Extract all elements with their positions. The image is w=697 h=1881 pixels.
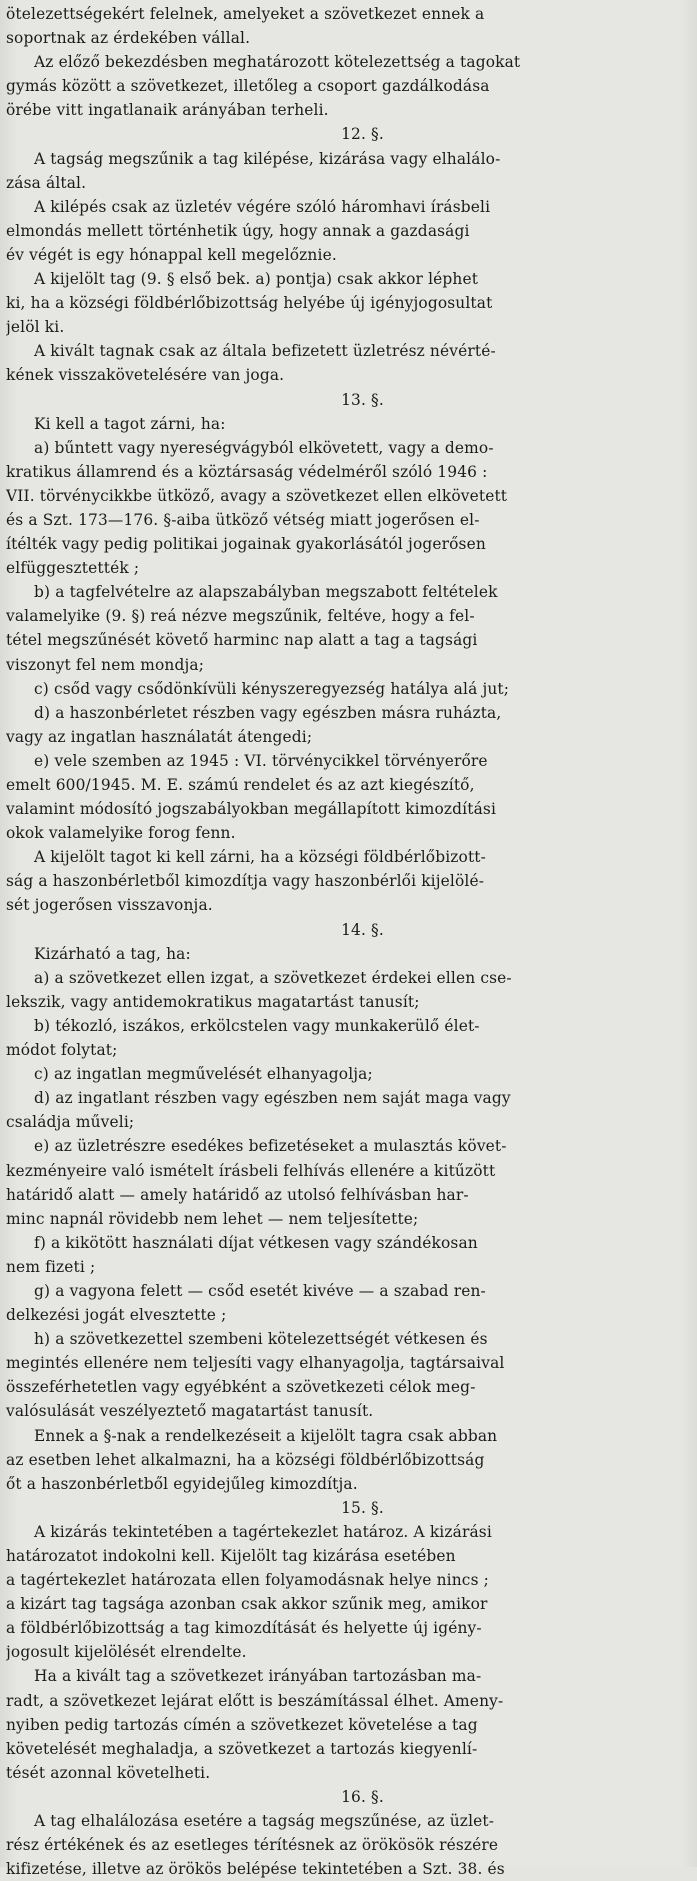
text-line: okok valamelyike forog fenn. bbox=[6, 824, 236, 843]
text-line: kratikus államrend és a köztársaság védelméről szóló 1946 : bbox=[6, 462, 488, 481]
text-line: elmondás mellett történhetik úgy, hogy annak a gazdasági bbox=[6, 221, 470, 240]
text-line: az esetben lehet alkalmazni, ha a községi földbérlőbizottság bbox=[6, 1450, 485, 1469]
text-line: vagy az ingatlan használatát átengedi; bbox=[6, 727, 313, 746]
text-line: radt, a szövetkezet lejárat előtt is beszámítással élhet. Ameny- bbox=[6, 1691, 504, 1710]
text-line: tését azonnal követelheti. bbox=[6, 1763, 211, 1782]
text-line: d) az ingatlant részben vagy egészben nem saját maga vagy bbox=[34, 1089, 511, 1108]
text-line: b) a tagfelvételre az alapszabályban megszabott feltételek bbox=[34, 583, 498, 602]
text-line: valamelyike (9. §) reá nézve megszűnik, feltéve, hogy a fel- bbox=[6, 607, 475, 626]
text-line: viszonyt fel nem mondja; bbox=[6, 655, 205, 674]
text-column bbox=[6, 2, 689, 1881]
text-line: kifizetése, illetve az örökös belépése tekintetében a Szt. 38. és bbox=[6, 1860, 505, 1879]
paragraph bbox=[6, 1014, 689, 1062]
text-line: ítélték vagy pedig politikai jogainak gyakorlásától jogerősen bbox=[6, 535, 486, 554]
text-line: lekszik, vagy antidemokratikus magatartást tanusít; bbox=[6, 992, 420, 1011]
text-line: soportnak az érdekében vállal. bbox=[6, 29, 251, 48]
text-line: b) tékozló, iszákos, erkölcstelen vagy munkakerülő élet- bbox=[34, 1016, 480, 1035]
text-line: valamint módosító jogszabályokban megállapított kimozdítási bbox=[6, 800, 497, 819]
paragraph bbox=[6, 677, 689, 701]
text-line: a földbérlőbizottság a tag kimozdítását és helyette új igény- bbox=[6, 1619, 482, 1638]
text-line: őt a haszonbérletből egyidejűleg kimozdítja. bbox=[6, 1474, 358, 1493]
text-line: A kijelölt tag (9. § első bek. a) pontja) csak akkor léphet bbox=[34, 270, 479, 289]
text-line: minc napnál rövidebb nem lehet — nem teljesítette; bbox=[6, 1209, 419, 1228]
section-heading: 12. §. bbox=[341, 125, 384, 144]
section-heading: 13. §. bbox=[341, 390, 384, 409]
paragraph bbox=[6, 749, 689, 845]
paragraph bbox=[6, 195, 689, 267]
text-line: g) a vagyona felett — csőd esetét kivéve — a szabad ren- bbox=[34, 1281, 486, 1300]
text-line: kezményeire való ismételt írásbeli felhívás ellenére a kitűzött bbox=[6, 1161, 496, 1180]
section-heading: 16. §. bbox=[341, 1787, 384, 1806]
paragraph bbox=[6, 1086, 689, 1134]
paragraph bbox=[6, 1327, 689, 1423]
text-line: A kizárás tekintetében a tagértekezlet határoz. A kizárási bbox=[34, 1522, 492, 1541]
paragraph bbox=[6, 1231, 689, 1279]
paragraph bbox=[6, 845, 689, 917]
text-line: gymás között a szövetkezet, illetőleg a csoport gazdálkodása bbox=[6, 77, 490, 96]
paragraph bbox=[6, 147, 689, 195]
text-line: A kilépés csak az üzletév végére szóló háromhavi írásbeli bbox=[34, 197, 491, 216]
text-line: emelt 600/1945. M. E. számú rendelet és az azt kiegészítő, bbox=[6, 776, 475, 794]
text-line: c) az ingatlan megművelését elhanyagolja; bbox=[34, 1065, 373, 1084]
text-line: sét jogerősen visszavonja. bbox=[6, 896, 213, 915]
text-line: elfüggesztették ; bbox=[6, 559, 140, 578]
text-line: a kizárt tag tagsága azonban csak akkor szűnik meg, amikor bbox=[6, 1595, 488, 1614]
paragraph bbox=[6, 1520, 689, 1665]
text-line: Kizárható a tag, ha: bbox=[34, 944, 191, 963]
text-line: delkezési jogát elvesztette ; bbox=[6, 1306, 227, 1325]
text-line: VII. törvénycikkbe ütköző, avagy a szövetkezet ellen elkövetett bbox=[6, 486, 508, 505]
paragraph bbox=[6, 580, 689, 676]
text-line: A tag elhalálozása esetére a tagság megszűnése, az üzlet- bbox=[34, 1812, 495, 1831]
text-line: A tagság megszűnik a tag kilépése, kizárása vagy elhalálo- bbox=[34, 149, 501, 168]
text-line: örébe vitt ingatlanaik arányában terheli. bbox=[6, 101, 329, 120]
text-line: a tagértekezlet határozata ellen folyamodásnak helye nincs ; bbox=[6, 1571, 489, 1590]
text-line: e) vele szemben az 1945 : VI. törvénycikkel törvényerőre bbox=[34, 751, 488, 770]
text-line: Ha a kivált tag a szövetkezet irányában tartozásban ma- bbox=[34, 1667, 482, 1686]
text-line: jogosult kijelölését elrendelte. bbox=[6, 1643, 247, 1662]
text-line: és a Szt. 173—176. §-aiba ütköző vétség miatt jogerősen el- bbox=[6, 510, 480, 529]
text-line: d) a haszonbérletet részben vagy egészben másra ruházta, bbox=[34, 703, 502, 722]
text-line: c) csőd vagy csődönkívüli kényszeregyezség hatálya alá jut; bbox=[34, 679, 510, 698]
text-line: családja műveli; bbox=[6, 1113, 135, 1132]
paragraph bbox=[6, 1664, 689, 1784]
text-line: követelését meghaladja, a szövetkezet a tartozás kiegyenlí- bbox=[6, 1739, 478, 1758]
text-line: A kivált tagnak csak az általa befizetett üzletrész névérté- bbox=[34, 342, 496, 361]
paragraph bbox=[6, 942, 689, 966]
section-heading: 15. §. bbox=[341, 1498, 384, 1517]
text-line: nyiben pedig tartozás címén a szövetkezet követelése a tag bbox=[6, 1715, 478, 1734]
paragraph bbox=[6, 436, 689, 581]
text-line: Az előző bekezdésben meghatározott kötelezettség a tagokat bbox=[34, 53, 521, 72]
text-line: zása által. bbox=[6, 173, 87, 192]
text-line: rész értékének és az esetleges térítésnek az örökösök részére bbox=[6, 1836, 499, 1855]
paragraph bbox=[6, 412, 689, 436]
paragraph bbox=[6, 50, 689, 122]
text-line: a) bűntett vagy nyereségvágyból elkövetett, vagy a demo- bbox=[34, 438, 494, 457]
paragraph bbox=[6, 1809, 689, 1881]
text-line: ötelezettségekért felelnek, amelyeket a szövetkezet ennek a bbox=[6, 5, 485, 23]
paragraph bbox=[6, 1134, 689, 1230]
text-line: valósulását veszélyeztető magatartást tanusít. bbox=[6, 1402, 374, 1421]
text-line: e) az üzletrészre esedékes befizetéseket a mulasztás követ- bbox=[34, 1137, 507, 1156]
paragraph bbox=[6, 701, 689, 749]
paragraph bbox=[6, 1062, 689, 1086]
paragraph bbox=[6, 339, 689, 387]
section-heading: 14. §. bbox=[341, 920, 384, 939]
text-line: nem fizeti ; bbox=[6, 1257, 96, 1276]
paragraph bbox=[6, 2, 689, 50]
text-line: határozatot indokolni kell. Kijelölt tag kizárása esetében bbox=[6, 1547, 456, 1565]
text-line: A kijelölt tagot ki kell zárni, ha a községi földbérlőbizott- bbox=[34, 848, 486, 867]
paragraph bbox=[6, 966, 689, 1014]
text-line: kének visszakövetelésére van joga. bbox=[6, 366, 285, 385]
text-line: tétel megszűnését követő harminc nap alatt a tag a tagsági bbox=[6, 631, 478, 650]
text-line: ki, ha a községi földbérlőbizottság helyébe új igényjogosultat bbox=[6, 294, 493, 313]
paragraph bbox=[6, 1279, 689, 1327]
text-line: összeférhetetlen vagy egyébként a szövetkezeti célok meg- bbox=[6, 1378, 476, 1397]
text-line: h) a szövetkezettel szembeni kötelezettségét vétkesen és bbox=[34, 1330, 488, 1349]
text-line: módot folytat; bbox=[6, 1041, 118, 1060]
text-line: jelöl ki. bbox=[6, 318, 65, 337]
paragraph bbox=[6, 1424, 689, 1496]
text-line: Ki kell a tagot zárni, ha: bbox=[34, 414, 226, 433]
text-line: ság a haszonbérletből kimozdítja vagy haszonbérlői kijelölé- bbox=[6, 872, 485, 891]
text-line: Ennek a §-nak a rendelkezéseit a kijelölt tagra csak abban bbox=[34, 1426, 498, 1445]
text-line: év végét is egy hónappal kell megelőznie. bbox=[6, 245, 337, 264]
text-line: megintés ellenére nem teljesíti vagy elhanyagolja, tagtársaival bbox=[6, 1354, 505, 1373]
text-line: a) a szövetkezet ellen izgat, a szövetkezet érdekei ellen cse- bbox=[34, 968, 512, 987]
text-line: határidő alatt — amely határidő az utolsó felhívásban har- bbox=[6, 1185, 469, 1204]
paragraph bbox=[6, 267, 689, 339]
text-line: f) a kikötött használati díjat vétkesen vagy szándékosan bbox=[34, 1233, 478, 1252]
